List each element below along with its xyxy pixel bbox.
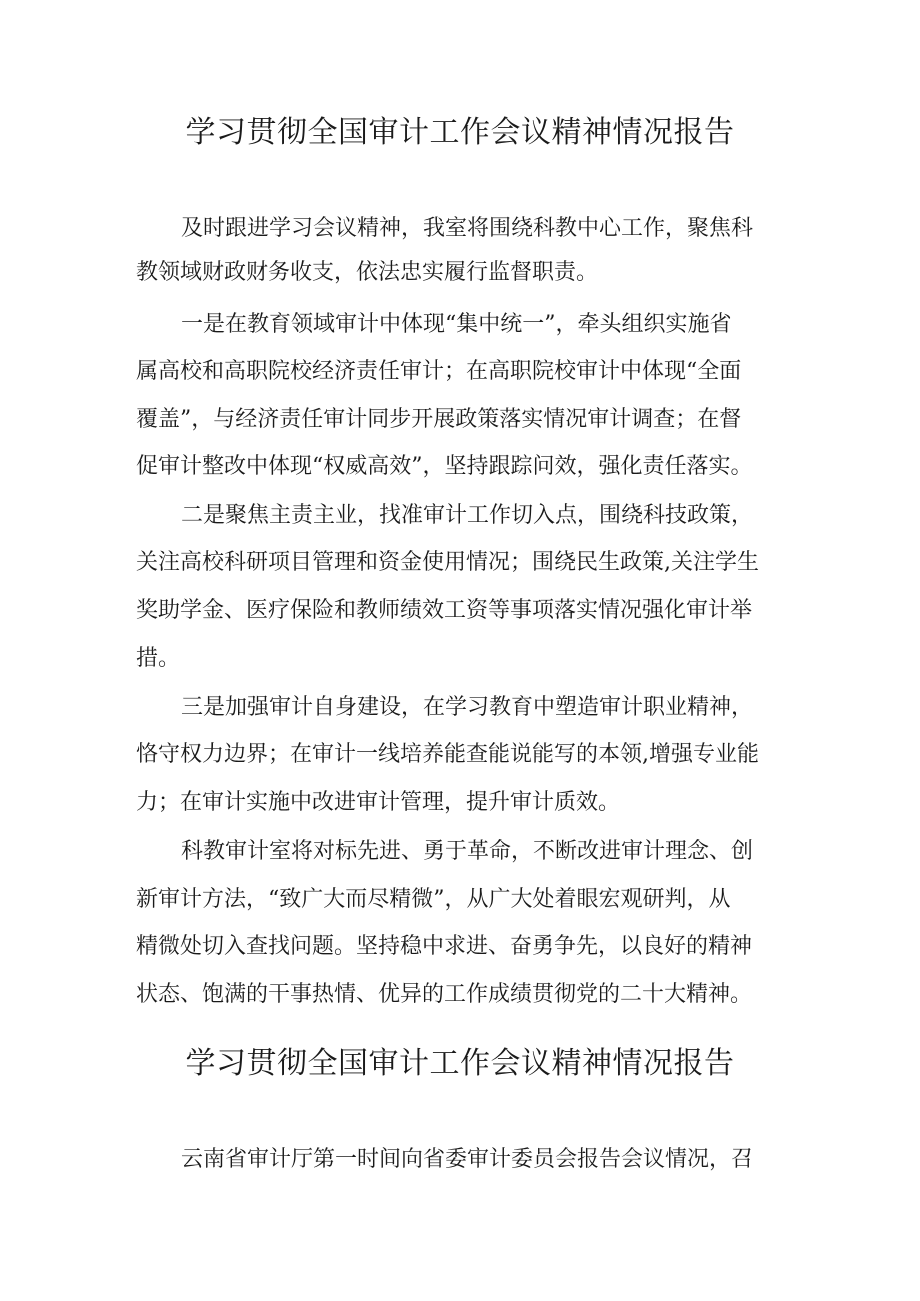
- paragraph-line: 力；在审计实施中改进审计管理，提升审计质效。: [136, 790, 621, 815]
- paragraph-line: 覆盖”，与经济责任审计同步开展政策落实情况审计调查；在督: [136, 407, 742, 432]
- paragraph-line: 二是聚焦主责主业，找准审计工作切入点，围绕科技政策，: [181, 503, 754, 528]
- document-title: 学习贯彻全国审计工作会议精神情况报告: [185, 115, 735, 150]
- paragraph-line: 教领域财政财务收支，依法忠实履行监督职责。: [136, 260, 599, 285]
- paragraph-line: 科教审计室将对标先进、勇于革命，不断改进审计理念、创: [181, 839, 754, 864]
- paragraph-line: 奖助学金、医疗保险和教师绩效工资等事项落实情况强化审计举: [136, 598, 753, 623]
- paragraph-line: 促审计整改中体现“权威高效”，坚持跟踪问效，强化责任落实。: [136, 454, 753, 479]
- paragraph-line: 新审计方法，“致广大而尽精微”，从广大处着眼宏观研判，从: [136, 887, 731, 912]
- paragraph-line: 属高校和高职院校经济责任审计；在高职院校审计中体现“全面: [136, 359, 742, 384]
- document-title: 学习贯彻全国审计工作会议精神情况报告: [185, 1046, 735, 1081]
- paragraph-line: 恪守权力边界；在审计一线培养能查能说能写的本领,增强专业能: [136, 742, 759, 767]
- paragraph-line: 状态、饱满的干事热情、优异的工作成绩贯彻党的二十大精神。: [136, 982, 753, 1007]
- paragraph-line: 三是加强审计自身建设，在学习教育中塑造审计职业精神，: [181, 695, 754, 720]
- paragraph-line: 及时跟进学习会议精神，我室将围绕科教中心工作，聚焦科: [181, 216, 754, 241]
- paragraph-line: 关注高校科研项目管理和资金使用情况；围绕民生政策,关注学生: [136, 550, 759, 575]
- paragraph-line: 措。: [136, 646, 181, 671]
- paragraph-line: 精微处切入查找问题。坚持稳中求进、奋勇争先，以良好的精神: [136, 934, 753, 959]
- paragraph-line: 一是在教育领域审计中体现“集中统一”，牵头组织实施省: [181, 312, 732, 337]
- paragraph-line: 云南省审计厅第一时间向省委审计委员会报告会议情况，召: [181, 1147, 754, 1172]
